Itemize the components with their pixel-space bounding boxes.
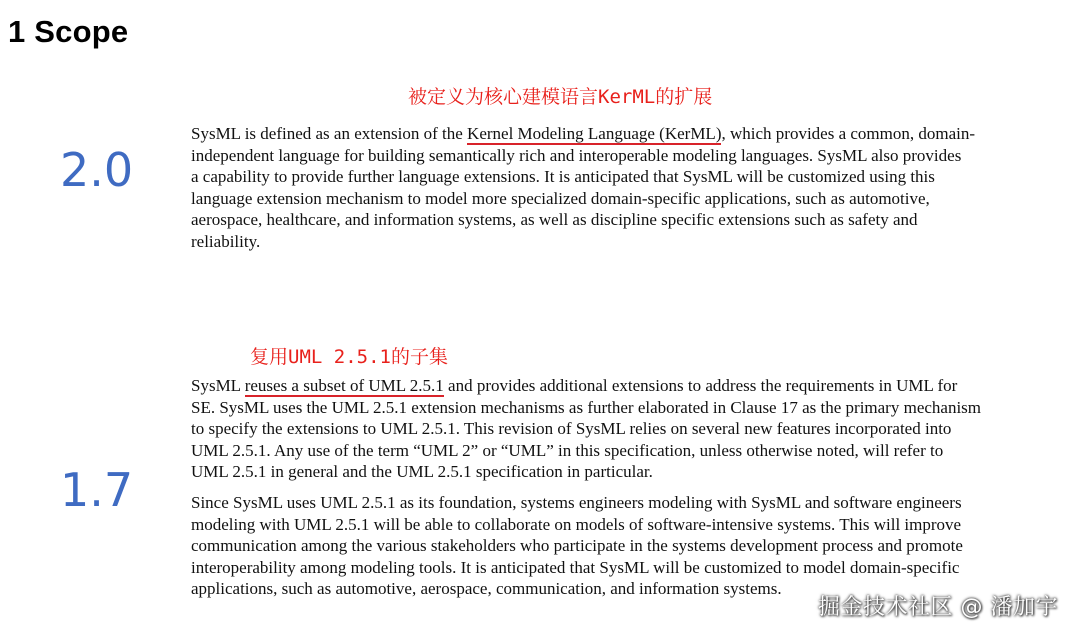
paragraph-line: modeling with UML 2.5.1 will be able to collaborate on models of software-intensive systems. This will improve <box>191 514 962 534</box>
paragraph-line: reliability. <box>191 231 261 251</box>
watermark: 掘金技术社区 @ 潘加宇 <box>818 595 1058 620</box>
paragraph-line: interoperability among modeling tools. It is anticipated that SysML will be customized to model domain-specific <box>191 557 960 577</box>
paragraph-line: to specify the extensions to UML 2.5.1. This revision of SysML relies on several new features incorporated into <box>191 419 952 439</box>
line-text: , which provides a common, domain- <box>721 124 976 143</box>
paragraph-line: communication among the various stakeholders who participate in the systems development process and promote <box>191 536 963 556</box>
paragraph-v17-2 <box>191 492 963 600</box>
paragraph-line: applications, such as automotive, aerospace, communication, and information systems. <box>191 579 782 599</box>
underlined-phrase-kerml: Kernel Modeling Language (KerML) <box>467 124 722 143</box>
annotation-v20: 被定义为核心建模语言KerML的扩展 <box>408 86 713 108</box>
paragraph-line <box>191 375 981 397</box>
line-text: and provides additional extensions to address the requirements in UML for <box>443 376 958 395</box>
paragraph-v20 <box>191 123 975 253</box>
paragraph-line: a capability to provide further language extensions. It is anticipated that SysML will be customized using this <box>191 167 935 187</box>
paragraph-line: language extension mechanism to model more specialized domain-specific applications, such as automotive, <box>191 188 930 208</box>
paragraph-line <box>191 123 975 145</box>
version-label-v17: 1.7 <box>60 463 134 517</box>
version-label-v20: 2.0 <box>60 143 134 197</box>
paragraph-line: UML 2.5.1 in general and the UML 2.5.1 specification in particular. <box>191 462 653 482</box>
line-text: SysML is defined as an extension of the <box>191 124 468 143</box>
paragraph-v17-1 <box>191 375 981 483</box>
line-text: SysML <box>191 376 245 395</box>
annotation-v17: 复用UML 2.5.1的子集 <box>250 346 448 368</box>
underlined-phrase-uml-subset: reuses a subset of UML 2.5.1 <box>244 376 444 395</box>
paragraph-line: UML 2.5.1. Any use of the term “UML 2” or “UML” in this specification, unless otherwise noted, will refer to <box>191 440 944 460</box>
paragraph-line: SE. SysML uses the UML 2.5.1 extension mechanisms as further elaborated in Clause 17 as the primary mechanism <box>191 397 982 417</box>
paragraph-line: Since SysML uses UML 2.5.1 as its foundation, systems engineers modeling with SysML and software engineers <box>191 493 962 512</box>
section-heading: 1 Scope <box>8 14 129 49</box>
paragraph-line: aerospace, healthcare, and information systems, as well as discipline specific extensions such as safety and <box>191 210 918 230</box>
paragraph-line: independent language for building semantically rich and interoperable modeling languages. SysML also provides <box>191 145 962 165</box>
